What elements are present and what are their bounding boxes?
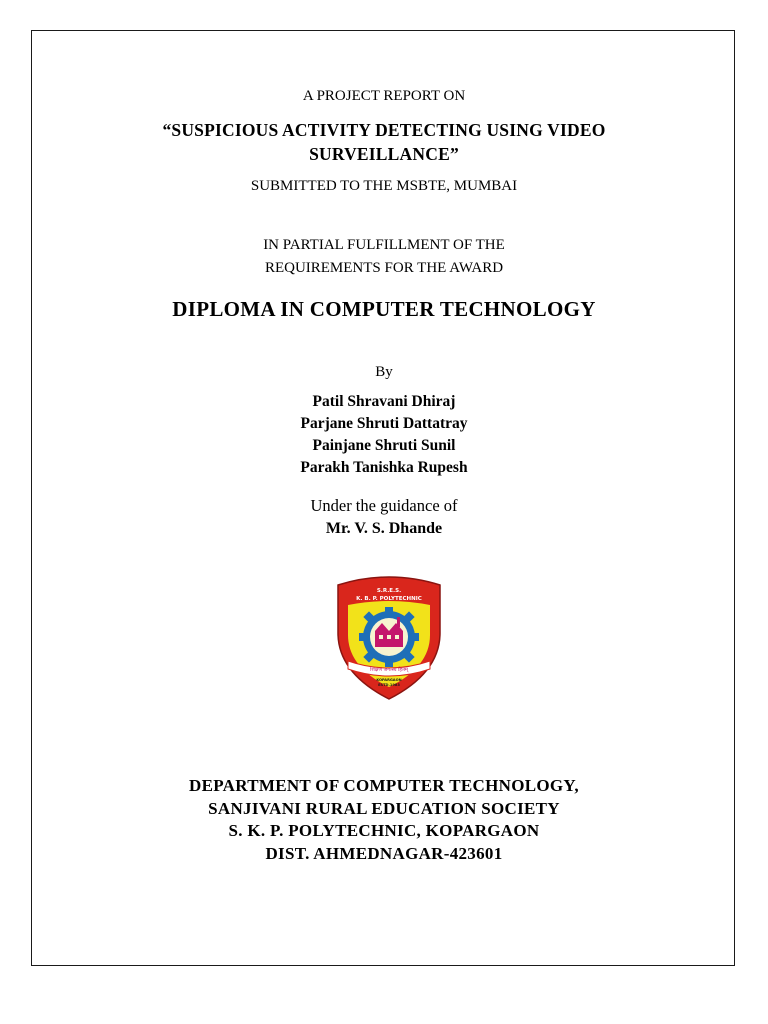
author-name: Patil Shravani Dhiraj <box>312 393 456 410</box>
department-line-4: DIST. AHMEDNAGAR-423601 <box>265 844 503 863</box>
institute-logo <box>334 575 444 701</box>
project-title-line-2: SURVEILLANCE” <box>309 144 459 164</box>
department-line-1: DEPARTMENT OF COMPUTER TECHNOLOGY, <box>189 776 579 795</box>
submitted-to: SUBMITTED TO THE MSBTE, MUMBAI <box>250 178 518 194</box>
author-name: Painjane Shruti Sunil <box>312 437 456 454</box>
by-label: By <box>375 364 393 380</box>
guidance-label: Under the guidance of <box>310 496 458 515</box>
fulfillment-line-1: IN PARTIAL FULFILLMENT OF THE <box>263 237 505 253</box>
author-name: Parakh Tanishka Rupesh <box>300 459 468 476</box>
logo-top-text-2: K. B. P. POLYTECHNIC <box>356 596 422 602</box>
department-line-3: S. K. P. POLYTECHNIC, KOPARGAON <box>228 821 540 840</box>
report-intro: A PROJECT REPORT ON <box>302 88 466 104</box>
author-name: Parjane Shruti Dattatray <box>300 415 468 432</box>
fulfillment-line-2: REQUIREMENTS FOR THE AWARD <box>264 260 504 276</box>
project-title-line-1: “SUSPICIOUS ACTIVITY DETECTING USING VIDEO <box>162 120 606 140</box>
logo-motto: शिक्षणं जगत्स्य हितम् <box>370 667 408 673</box>
logo-top-text-1: S.R.E.S. <box>376 588 402 594</box>
guide-name: Mr. V. S. Dhande <box>325 520 443 537</box>
department-line-2: SANJIVANI RURAL EDUCATION SOCIETY <box>208 799 560 818</box>
diploma-title: DIPLOMA IN COMPUTER TECHNOLOGY <box>172 297 596 321</box>
logo-bottom-text-1: KOPARGAON <box>376 678 402 682</box>
logo-bottom-text-2: ESTD.1983 <box>378 683 400 687</box>
